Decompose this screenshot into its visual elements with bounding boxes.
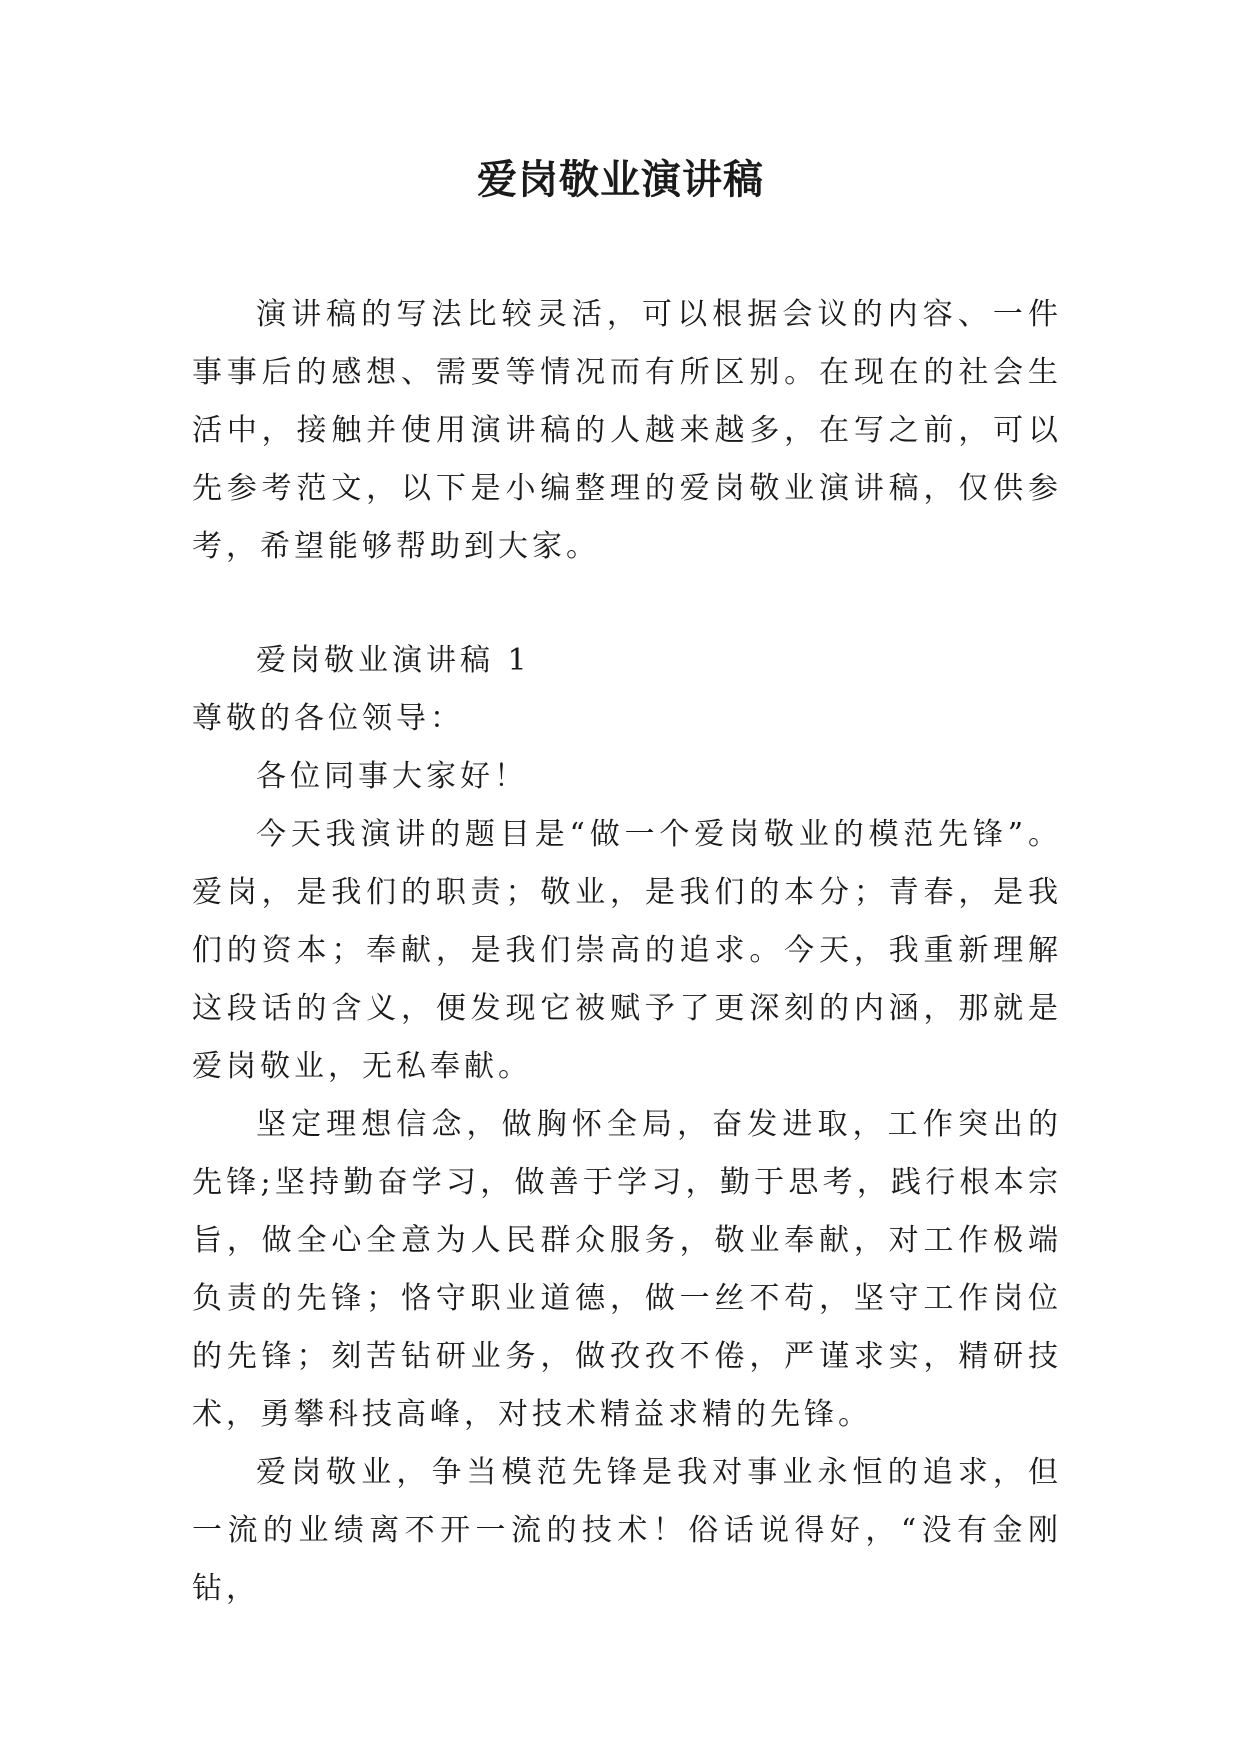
salutation: 尊敬的各位领导： — [192, 701, 464, 736]
speech-paragraph: 坚定理想信念，做胸怀全局，奋发进取，工作突出的先锋;坚持勤奋学习，做善于学习，勤于思考，践行根本宗旨，做全心全意为人民群众服务，敬业奉献，对工作极端负责的先锋；恪守职业道德，做一丝不苟，坚守工作岗位的先锋；刻苦钻研业务，做孜孜不倦，严谨求实，精研技术，勇攀科技高峰，对技术精益求精的先锋。 — [192, 1107, 1062, 1432]
intro-block — [192, 286, 1062, 576]
document-title: 爱岗敬业演讲稿 — [477, 157, 764, 203]
speech-paragraph: 今天我演讲的题目是“做一个爱岗敬业的模范先锋”。爱岗，是我们的职责；敬业，是我们的本分；青春，是我们的资本；奉献，是我们崇高的追求。今天，我重新理解这段话的含义，便发现它被赋予了更深刻的内涵，那就是爱岗敬业，无私奉献。 — [192, 817, 1062, 1084]
speech-block — [192, 632, 1062, 1618]
greeting: 各位同事大家好！ — [256, 759, 528, 794]
intro-paragraph: 演讲稿的写法比较灵活，可以根据会议的内容、一件事事后的感想、需要等情况而有所区别。在现在的社会生活中，接触并使用演讲稿的人越来越多，在写之前，可以先参考范文，以下是小编整理的爱岗敬业演讲稿，仅供参考，希望能够帮助到大家。 — [192, 297, 1062, 564]
speech-paragraph: 爱岗敬业，争当模范先锋是我对事业永恒的追求，但一流的业绩离不开一流的技术！俗话说得好，“没有金刚钻， — [192, 1455, 1062, 1606]
section-heading: 爱岗敬业演讲稿 1 — [256, 643, 531, 678]
